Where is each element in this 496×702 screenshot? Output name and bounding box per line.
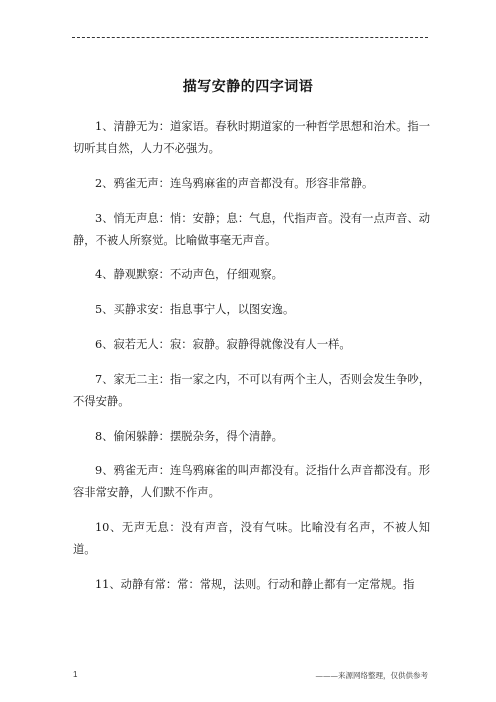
entry-7: 7、家无二主：指一家之内，不可以有两个主人，否则会发生争吵，不得安静。 [73,372,430,408]
entry-4: 4、静观默察：不动声色，仔细观察。 [95,268,283,282]
entry-8: 8、偷闲躲静：摆脱杂务，得个清静。 [95,429,283,443]
entry-1: 1、清静无为：道家语。春秋时期道家的一种哲学思想和治术。指一切听其自然，人力不必强为。 [73,120,430,155]
document-title: 描写安静的四字词语 [182,79,314,95]
entry-6: 6、寂若无人：寂：寂静。寂静得就像没有人一样。 [95,337,351,351]
entry-5: 5、买静求安：指息事宁人，以图安逸。 [95,303,295,317]
entry-9: 9、鸦雀无声：连鸟鸦麻雀的叫声都没有。泛指什么声音都没有。形容非常安静，人们默不作声。 [73,464,430,500]
header-dashed-rule [72,37,428,38]
entry-10: 10、无声无息：没有声音，没有气味。比喻没有名声，不被人知道。 [73,521,430,557]
entry-11: 11、动静有常：常：常规，法则。行动和静止都有一定常规。指 [95,577,415,591]
entry-3: 3、悄无声息：悄：安静；息：气息，代指声音。没有一点声音、动静，不被人所察觉。比喻做事毫无声音。 [73,211,430,247]
page-number: 1 [73,670,78,679]
footer-source-note: ———来源网络整理，仅供供参考 [315,671,428,680]
document-body [73,116,430,609]
entry-2: 2、鸦雀无声：连鸟鸦麻雀的声音都没有。形容非常静。 [95,176,374,190]
